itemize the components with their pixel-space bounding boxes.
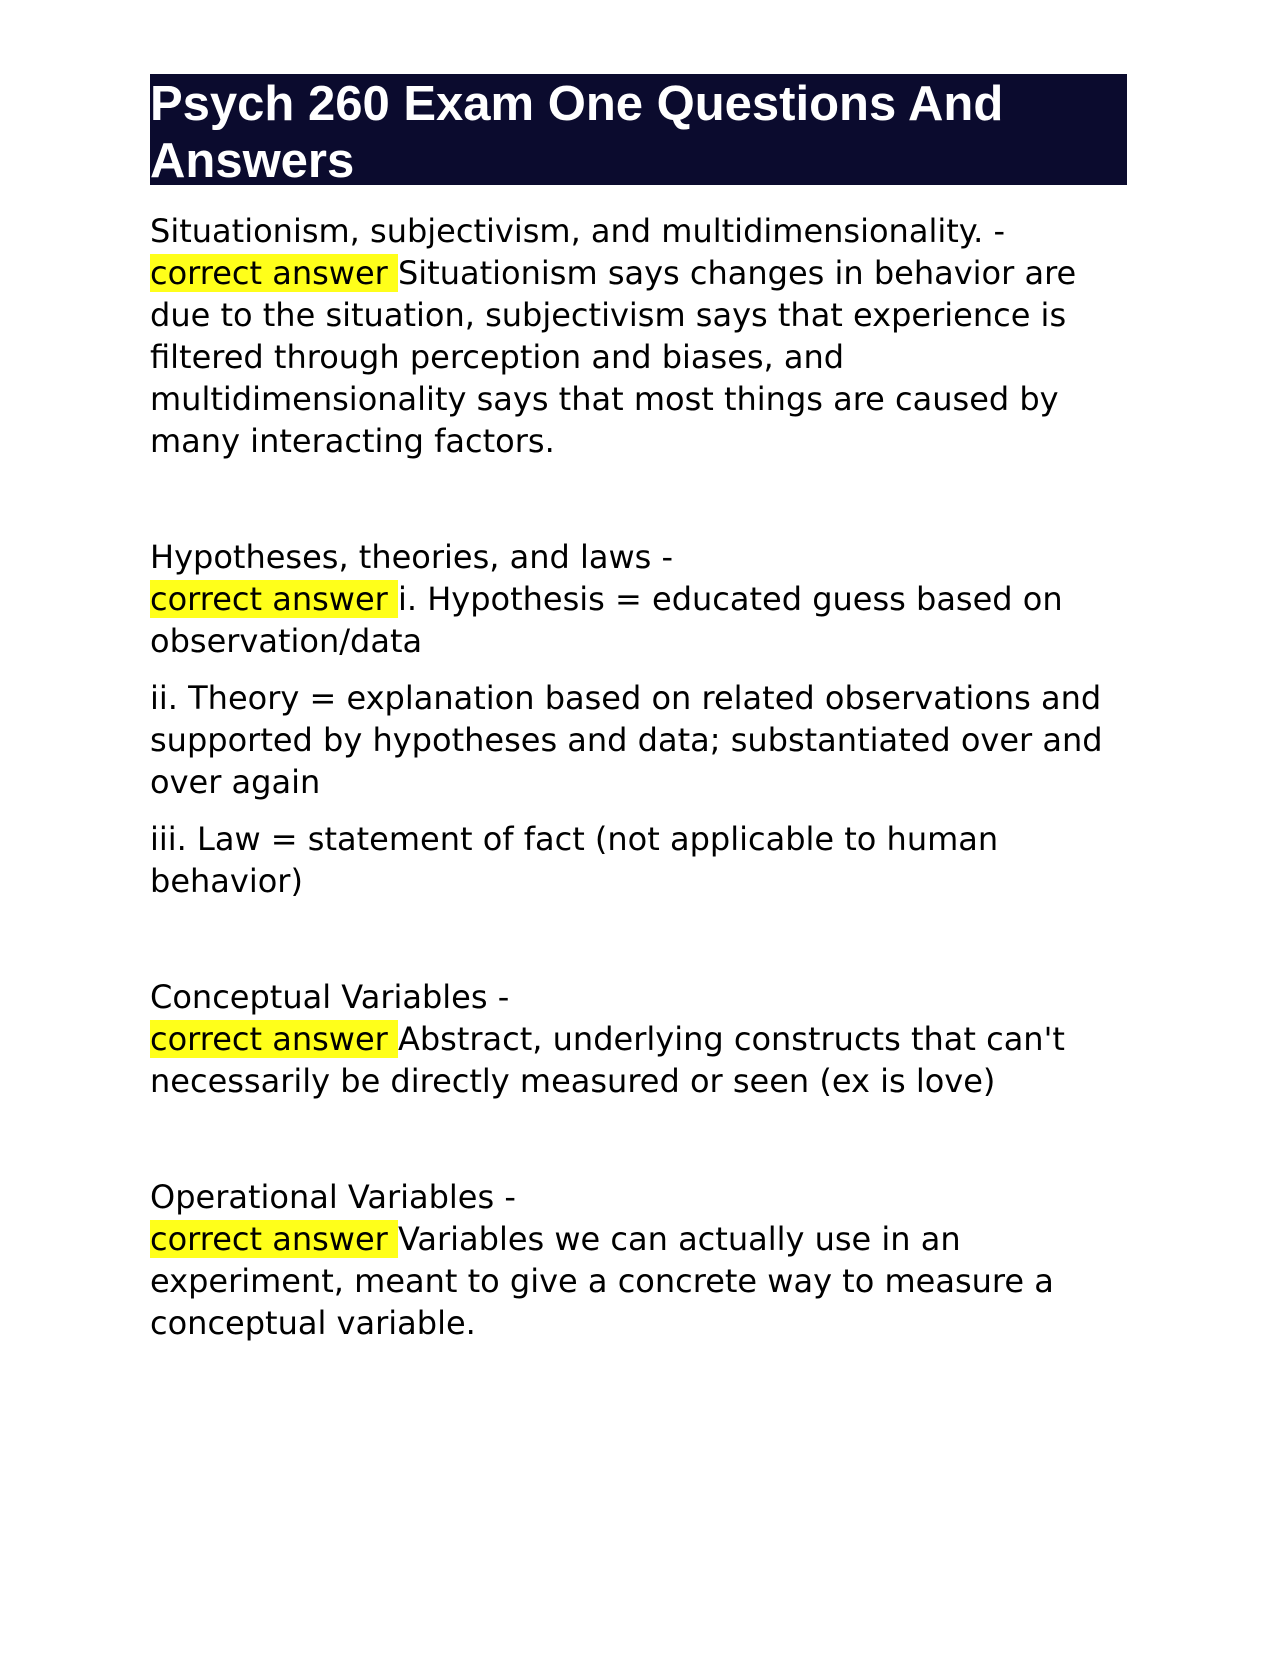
qa-answer: i. Hypothesis = educated guess based on observation/data xyxy=(150,580,1063,660)
qa-item-hypotheses xyxy=(150,536,1127,902)
qa-answer-paragraph xyxy=(150,1218,1127,1344)
qa-answer-paragraph xyxy=(150,252,1127,462)
qa-item-operational-variables xyxy=(150,1176,1127,1344)
qa-question: Hypotheses, theories, and laws - xyxy=(150,538,674,576)
correct-answer-label: correct answer xyxy=(150,580,398,618)
correct-answer-label: correct answer xyxy=(150,254,398,292)
qa-answer: Variables we can actually use in an experiment, meant to give a concrete way to measure a conceptual variable. xyxy=(150,1220,1054,1342)
qa-answer-paragraph xyxy=(150,1018,1127,1102)
correct-answer-label: correct answer xyxy=(150,1020,398,1058)
qa-question: Conceptual Variables - xyxy=(150,978,510,1016)
qa-item-conceptual-variables xyxy=(150,976,1127,1102)
qa-answer-paragraph xyxy=(150,578,1127,662)
qa-item-situationism xyxy=(150,210,1127,462)
qa-answer-law: iii. Law = statement of fact (not applicable to human behavior) xyxy=(150,820,999,900)
correct-answer-label: correct answer xyxy=(150,1220,398,1258)
qa-answer: Abstract, underlying constructs that can't necessarily be directly measured or seen (ex is love) xyxy=(150,1020,1065,1100)
qa-answer: Situationism says changes in behavior are due to the situation, subjectivism says that experience is filtered through perception and biases, and multidimensionality says that most things are caused by many interacting factors. xyxy=(150,254,1077,460)
document-page xyxy=(150,74,1127,1344)
qa-answer-theory: ii. Theory = explanation based on related observations and supported by hypotheses and data; substantiated over and over again xyxy=(150,679,1103,801)
document-title: Psych 260 Exam One Questions And Answers xyxy=(150,74,1127,185)
qa-question: Situationism, subjectivism, and multidimensionality. - xyxy=(150,212,1006,250)
qa-question: Operational Variables - xyxy=(150,1178,516,1216)
